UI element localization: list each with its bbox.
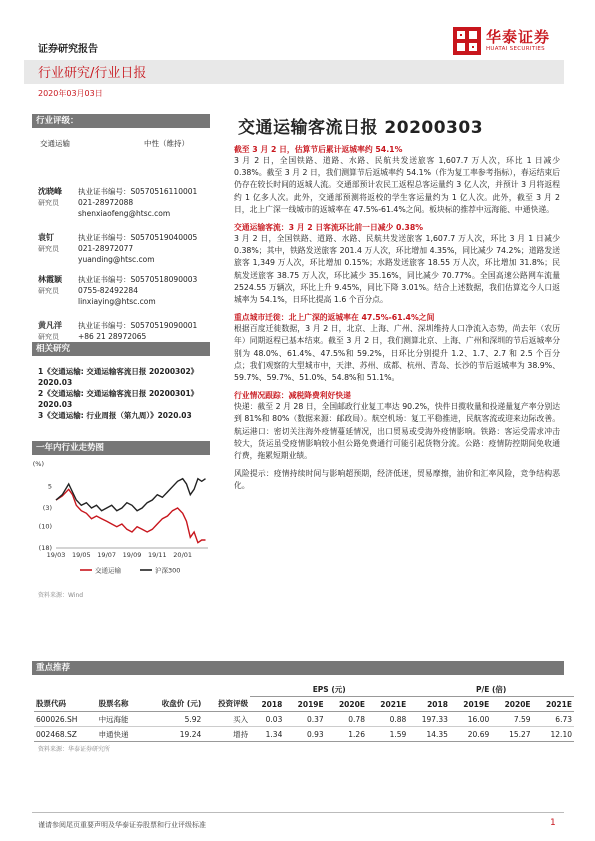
pe-group-header: P/E (倍) [408, 682, 574, 697]
col-header: 股票代码 [36, 699, 66, 709]
col-header: 2019E [297, 699, 324, 709]
eps-2021e: 0.88 [389, 714, 407, 724]
y-tick-label: (3) [42, 504, 52, 512]
report-title: 交通运输客流日报 20200303 [238, 118, 484, 138]
section-text: 3 月 2 日，全国铁路、道路、水路、民航共发送旅客 1,607.7 万人次，环比 1 日减少 0.38%。截至 3 月 2 日，我们测算节后返城率约 54.1%（作为复工率参考指标），春运结束后仍存在较长时间的返城人流。交通部预计农民工返程总客运量约 3 亿人次，并预计 3 月将返程约 1 亿多人次。此外，交通部预测将返校的学生客运量约为 1 亿人次。此外，截至 3 月 2 日，北上广深一线城市的返城率在 47.5%-61.4%之间。板块标的推荐中远海能、中通快递。 [234, 156, 560, 214]
stock-name: 中远海能 [98, 714, 129, 724]
related-item[interactable]: 2《交通运输: 交通运输客流日报 20200301》 2020.03 [38, 389, 199, 409]
analyst-card [38, 186, 218, 232]
report-type: 证券研究报告 [38, 44, 98, 55]
section-text: 3 月 2 日，全国铁路、道路、水路、民航共发送旅客 1,607.7 万人次，环比 3 月 1 日减少 0.38%；其中，铁路发送旅客 201.4 万人次，环比增加 4.35%，同比减少 74.2%；道路发送旅客 1,349 万人次，环比增加 0.15%；水路发送旅客 18.55 万人次，环比增加 31.8%；民航发送旅客 38.75 万人次，环比减少 35.16%，同比减少 70.77%。全国高速公路网车流量 2524.55 万辆次，环比上升 9.45%，同比下降 3.01%。结合上述数据，我们估算迄今人口返城率为 54.1%，日环比提高 1.6 个百分点。 [234, 234, 560, 305]
company-logo [452, 24, 562, 60]
pe-2018: 14.35 [426, 729, 448, 739]
pe-2020e: 7.59 [513, 714, 531, 724]
section-heading: 截至 3 月 2 日，估算节后累计返城率约 54.1% [234, 145, 403, 154]
footer-disclaimer[interactable]: 谨请参阅尾页重要声明及华泰证券股票和行业评级标准 [38, 821, 206, 829]
pe-2018: 197.33 [421, 714, 448, 724]
x-tick-label: 20/01 [173, 551, 193, 559]
col-header: 2020E [338, 699, 365, 709]
pe-2021e: 6.73 [555, 714, 572, 724]
x-tick-label: 19/11 [147, 551, 167, 559]
pe-2019e: 20.69 [467, 729, 490, 739]
section-industry-tracking [234, 390, 560, 462]
chart-heading: 一年内行业走势图 [32, 441, 210, 455]
eps-2020e: 0.78 [348, 714, 365, 724]
recommend-table-wrap [34, 682, 574, 742]
section-heading: 行业情况跟踪：减税降费利好快递 [234, 391, 351, 401]
risk-text: 风险提示：疫情持续时间与影响超预期，经济低迷，贸易摩擦，油价和汇率风险，竞争结构恶化。 [234, 469, 560, 491]
related-item[interactable]: 1《交通运输: 交通运输客流日报 20200302》 2020.03 [38, 367, 199, 387]
related-heading: 相关研究 [32, 342, 210, 356]
legend-label: 沪深300 [155, 566, 181, 575]
stock-code: 600026.SH [36, 714, 78, 724]
col-header: 2019E [463, 699, 490, 709]
related-list [38, 366, 218, 421]
band-title: 行业研究/行业日报 [38, 66, 147, 81]
analyst-phone: +86 21 28972065 [78, 332, 147, 341]
x-tick-label: 19/09 [122, 551, 142, 559]
analyst-list [38, 186, 218, 360]
chart-source: 资料来源：Wind [38, 592, 84, 599]
rating-heading: 行业评级： [32, 114, 210, 128]
section-risk [234, 468, 560, 492]
analyst-card [38, 274, 218, 320]
pe-2019e: 16.00 [467, 714, 490, 724]
section-passenger-flow [234, 222, 560, 306]
y-tick-label: (10) [38, 522, 52, 531]
huatai-logo-icon [452, 26, 482, 56]
page-number: 1 [550, 818, 556, 828]
analyst-cert: 执业证书编号：S0570518090003 [78, 275, 198, 284]
report-date: 2020年03月03日 [38, 89, 103, 98]
stock-code: 002468.SZ [36, 729, 77, 739]
analyst-role: 研究员 [38, 245, 59, 253]
rating: 买入 [233, 714, 249, 724]
table-source: 资料来源：华泰证券研究所 [38, 746, 111, 753]
analyst-email[interactable]: linxiaying@htsc.com [78, 297, 156, 306]
analyst-role: 研究员 [38, 333, 59, 341]
rating-value: 中性（维持） [144, 139, 189, 148]
y-tick-label: 5 [47, 482, 52, 491]
series-line-1 [56, 479, 206, 511]
close-price: 5.92 [184, 714, 202, 724]
col-header: 2018 [261, 699, 283, 709]
y-unit-label: (%) [32, 460, 44, 468]
stock-name: 申通快递 [98, 729, 129, 739]
analyst-phone: 021-28972077 [78, 244, 134, 253]
analyst-name: 袁钉 [38, 233, 54, 242]
rating: 增持 [233, 729, 249, 739]
col-header: 2018 [427, 699, 448, 709]
section-text: 快递：截至 2 月 28 日，全国邮政行业复工率达 90.2%，快件日揽收量和投递量复产率分别达到 81%和 80%（数据来源：邮政局）。航空机场：复工平稳推进，民航客流或迎来边际改善。航运港口：密切关注海外疫情蔓延情况，出口贸易或受海外疫情影响。铁路：客运受需求冲击较大，货运虽受疫情影响较小但公路免费通行可能引起货物分流。公路：疫情防控期间免收通行费，拖累短期业绩。 [234, 402, 560, 461]
analyst-role: 研究员 [38, 287, 59, 295]
analyst-cert: 执业证书编号：S0570519090001 [78, 321, 198, 330]
analyst-phone: 0755-82492284 [78, 286, 138, 295]
analyst-name: 林霞颖 [38, 275, 62, 284]
section-heading: 重点城市迁徙：北上广深的返城率在 47.5%-61.4%之间 [234, 313, 435, 323]
col-header: 股票名称 [98, 699, 129, 709]
analyst-role: 研究员 [38, 199, 59, 207]
eps-2018: 1.34 [265, 729, 283, 739]
y-tick-label: (18) [38, 544, 52, 552]
recommend-heading: 重点推荐 [32, 661, 564, 675]
col-header: 收盘价 (元) [161, 699, 202, 709]
eps-2019e: 0.93 [306, 729, 324, 739]
section-city-migration [234, 312, 560, 384]
col-header: 2021E [546, 699, 572, 709]
rating-industry: 交通运输 [40, 139, 70, 148]
analyst-card [38, 232, 218, 274]
industry-trend-chart [30, 458, 220, 584]
eps-2020e: 1.26 [348, 729, 365, 739]
recommend-table [34, 682, 574, 742]
x-tick-label: 19/07 [97, 551, 117, 559]
analyst-name: 沈晓峰 [38, 187, 62, 196]
analyst-cert: 执业证书编号：S0570516110001 [78, 187, 198, 196]
analyst-email[interactable]: yuanding@htsc.com [78, 255, 155, 264]
logo-text-cn: 华泰证券 [486, 28, 551, 46]
report-body [234, 144, 560, 493]
footer-rule [32, 812, 564, 813]
section-heading: 交通运输客流：3 月 2 日客流环比前一日减少 0.38% [234, 223, 424, 233]
analyst-email[interactable]: shenxiaofeng@htsc.com [78, 209, 171, 218]
table-row [34, 712, 574, 727]
legend-label: 交通运输 [95, 566, 121, 575]
logo-text-en: HUATAI SECURITIES [486, 46, 545, 52]
eps-group-header: EPS (元) [250, 682, 408, 697]
eps-2018: 0.03 [265, 714, 283, 724]
table-row [34, 727, 574, 742]
analyst-name: 黄凡洋 [38, 321, 62, 330]
x-tick-label: 19/03 [46, 551, 66, 559]
col-header: 投资评级 [218, 699, 249, 709]
section-summary [234, 144, 560, 216]
analyst-phone: 021-28972088 [78, 198, 134, 207]
col-header: 2021E [380, 699, 407, 709]
x-tick-label: 19/05 [71, 551, 91, 559]
close-price: 19.24 [179, 729, 202, 739]
series-line-0 [56, 489, 206, 542]
pe-2020e: 15.27 [509, 729, 531, 739]
eps-2019e: 0.37 [306, 714, 324, 724]
analyst-cert: 执业证书编号：S0570519040005 [78, 233, 198, 242]
col-header: 2020E [504, 699, 531, 709]
pe-2021e: 12.10 [550, 729, 572, 739]
table-header-row [34, 697, 574, 712]
eps-2021e: 1.59 [389, 729, 407, 739]
section-text: 根据百度迁徙数据，3 月 2 日，北京、上海、广州、深圳维持人口净流入态势，尚去年（农历年）同期返程已基本结束。截至 3 月 2 日，我们测算北京、上海、广州和深圳的节后返城率分别为 48.0%、61.4%、47.5%和 59.2%，日环比分别提升 1.2、1.7、2.7 和 2.5 个百分点；我们观察的大型城市中，天津、苏州、成都、杭州、青岛、长沙的节后返城率为 38.9%、59.7%、59.7%、51.0%、54.8%和 51.1%。 [234, 324, 560, 383]
related-item[interactable]: 3《交通运输: 行业周报（第九周）》2020.03 [38, 411, 192, 420]
